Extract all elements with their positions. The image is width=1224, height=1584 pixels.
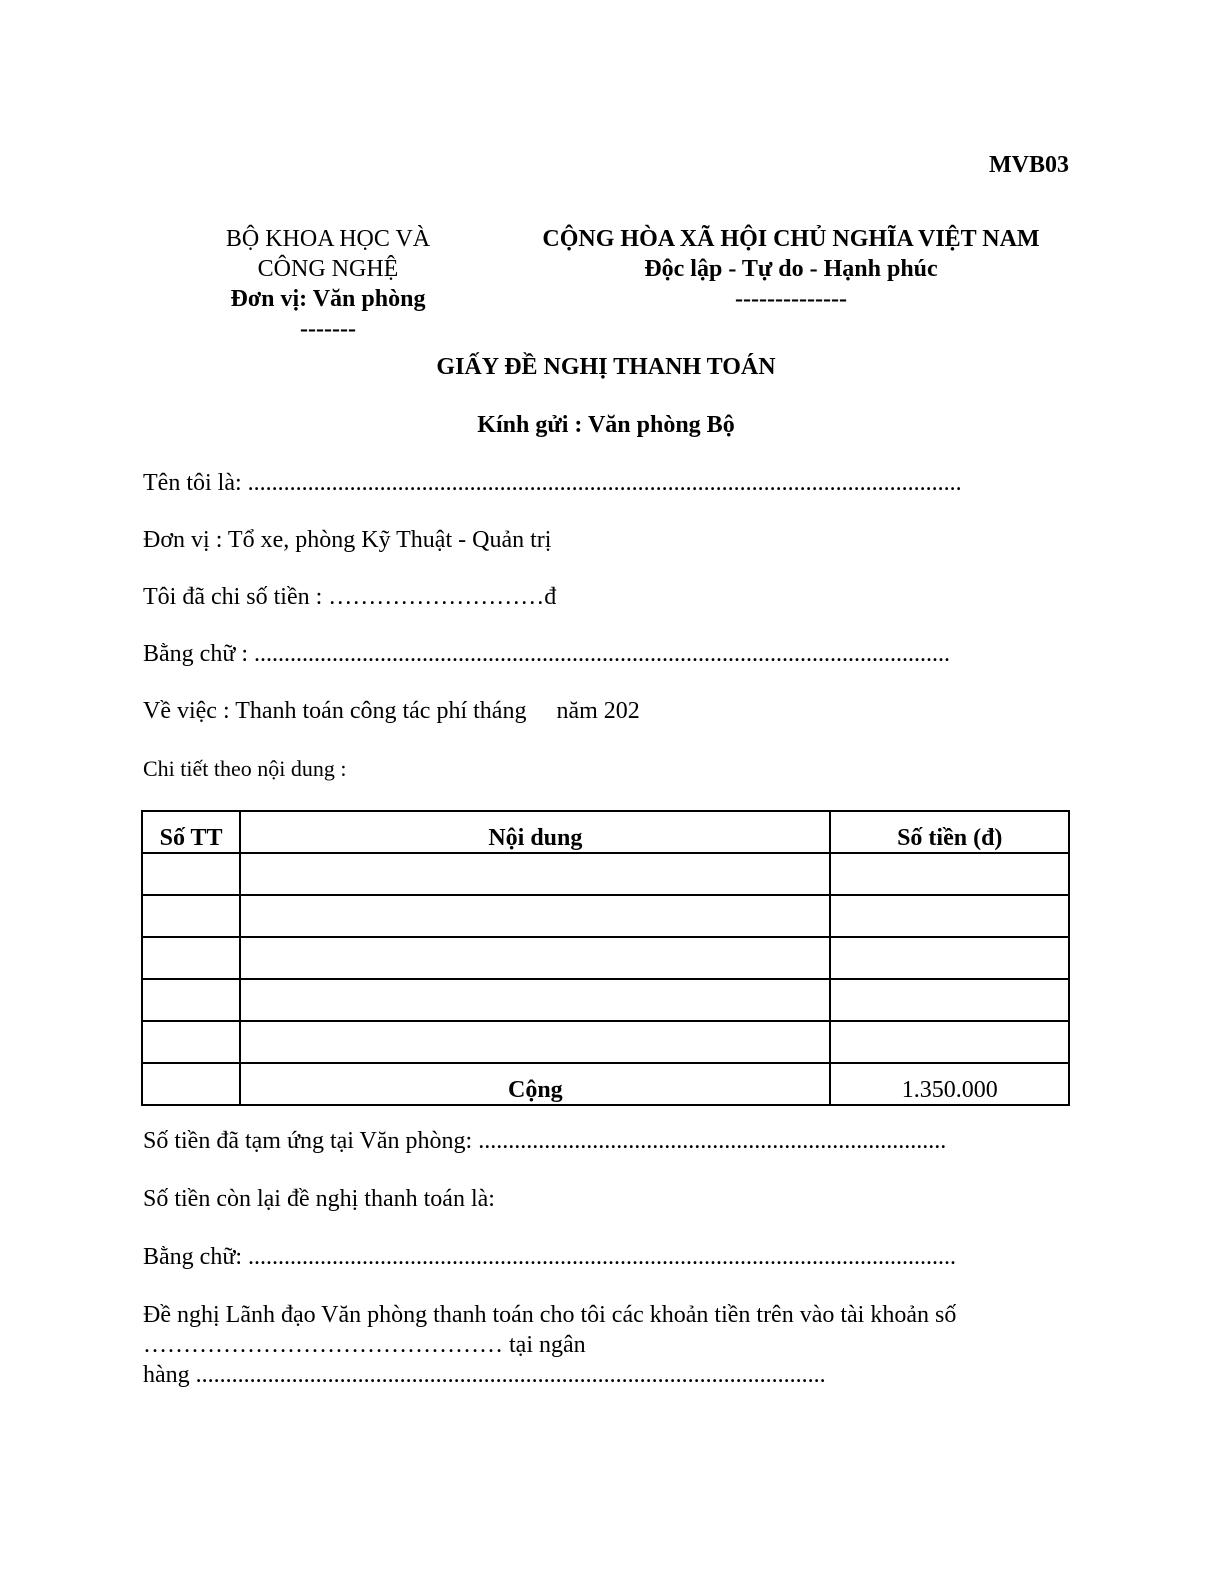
agency-line-2: CÔNG NGHỆ	[257, 256, 399, 282]
cell-no	[142, 895, 240, 937]
agency-rule: -------	[300, 316, 356, 342]
request-line-1: Đề nghị Lãnh đạo Văn phòng thanh toán cho tôi các khoản tiền trên vào tài khoản số	[143, 1302, 957, 1328]
issuing-agency	[188, 224, 468, 344]
table-row	[142, 1021, 1069, 1063]
bank-request	[143, 1300, 1043, 1390]
cell-amount	[830, 979, 1069, 1021]
subject-field: Về việc : Thanh toán công tác phí tháng năm 202	[143, 698, 640, 724]
nation-motto: Độc lập - Tự do - Hạnh phúc	[644, 256, 938, 282]
cell-amount	[830, 895, 1069, 937]
remaining-field: Số tiền còn lại đề nghị thanh toán là:	[143, 1186, 495, 1212]
agency-unit: Đơn vị: Văn phòng	[230, 286, 426, 312]
cell-content	[240, 853, 830, 895]
total-label: Cộng	[240, 1063, 830, 1105]
table-row	[142, 937, 1069, 979]
advance-field: Số tiền đã tạm ứng tại Văn phòng: ..............................................................................	[143, 1128, 947, 1154]
total-value: 1.350.000	[830, 1063, 1069, 1105]
payment-table	[141, 810, 1070, 1106]
header-no: Số TT	[142, 811, 240, 853]
salutation: Kính gửi : Văn phòng Bộ	[477, 412, 735, 438]
name-field: Tên tôi là: .......................................................................................................................	[143, 470, 962, 496]
cell-amount	[830, 1021, 1069, 1063]
cell-no	[142, 853, 240, 895]
table-row	[142, 895, 1069, 937]
form-code: MVB03	[989, 152, 1069, 178]
cell-content	[240, 895, 830, 937]
amount-field: Tôi đã chi số tiền : ………………………đ	[143, 584, 557, 610]
cell-no	[142, 1063, 240, 1105]
cell-content	[240, 937, 830, 979]
request-line-3: hàng .........................................................................................................	[143, 1362, 826, 1388]
table-row	[142, 853, 1069, 895]
national-header	[505, 224, 1077, 314]
cell-amount	[830, 937, 1069, 979]
details-label: Chi tiết theo nội dung :	[143, 756, 347, 781]
nation-rule: --------------	[735, 286, 847, 312]
amount-in-words-field: Bằng chữ : ....................................................................................................................	[143, 641, 950, 667]
table-header-row	[142, 811, 1069, 853]
cell-amount	[830, 853, 1069, 895]
header-amount: Số tiền (đ)	[830, 811, 1069, 853]
cell-content	[240, 1021, 830, 1063]
unit-field: Đơn vị : Tổ xe, phòng Kỹ Thuật - Quản trị	[143, 527, 552, 553]
agency-line-1: BỘ KHOA HỌC VÀ	[225, 226, 431, 252]
remaining-in-words-field: Bằng chữ: ......................................................................................................................	[143, 1244, 956, 1270]
cell-content	[240, 979, 830, 1021]
request-line-2: ……………………………………… tại ngân	[143, 1332, 586, 1358]
cell-no	[142, 979, 240, 1021]
cell-no	[142, 1021, 240, 1063]
nation-name: CỘNG HÒA XÃ HỘI CHỦ NGHĨA VIỆT NAM	[542, 226, 1040, 252]
table-row	[142, 979, 1069, 1021]
header-content: Nội dung	[240, 811, 830, 853]
document-title: GIẤY ĐỀ NGHỊ THANH TOÁN	[436, 354, 776, 380]
table-total-row	[142, 1063, 1069, 1105]
cell-no	[142, 937, 240, 979]
